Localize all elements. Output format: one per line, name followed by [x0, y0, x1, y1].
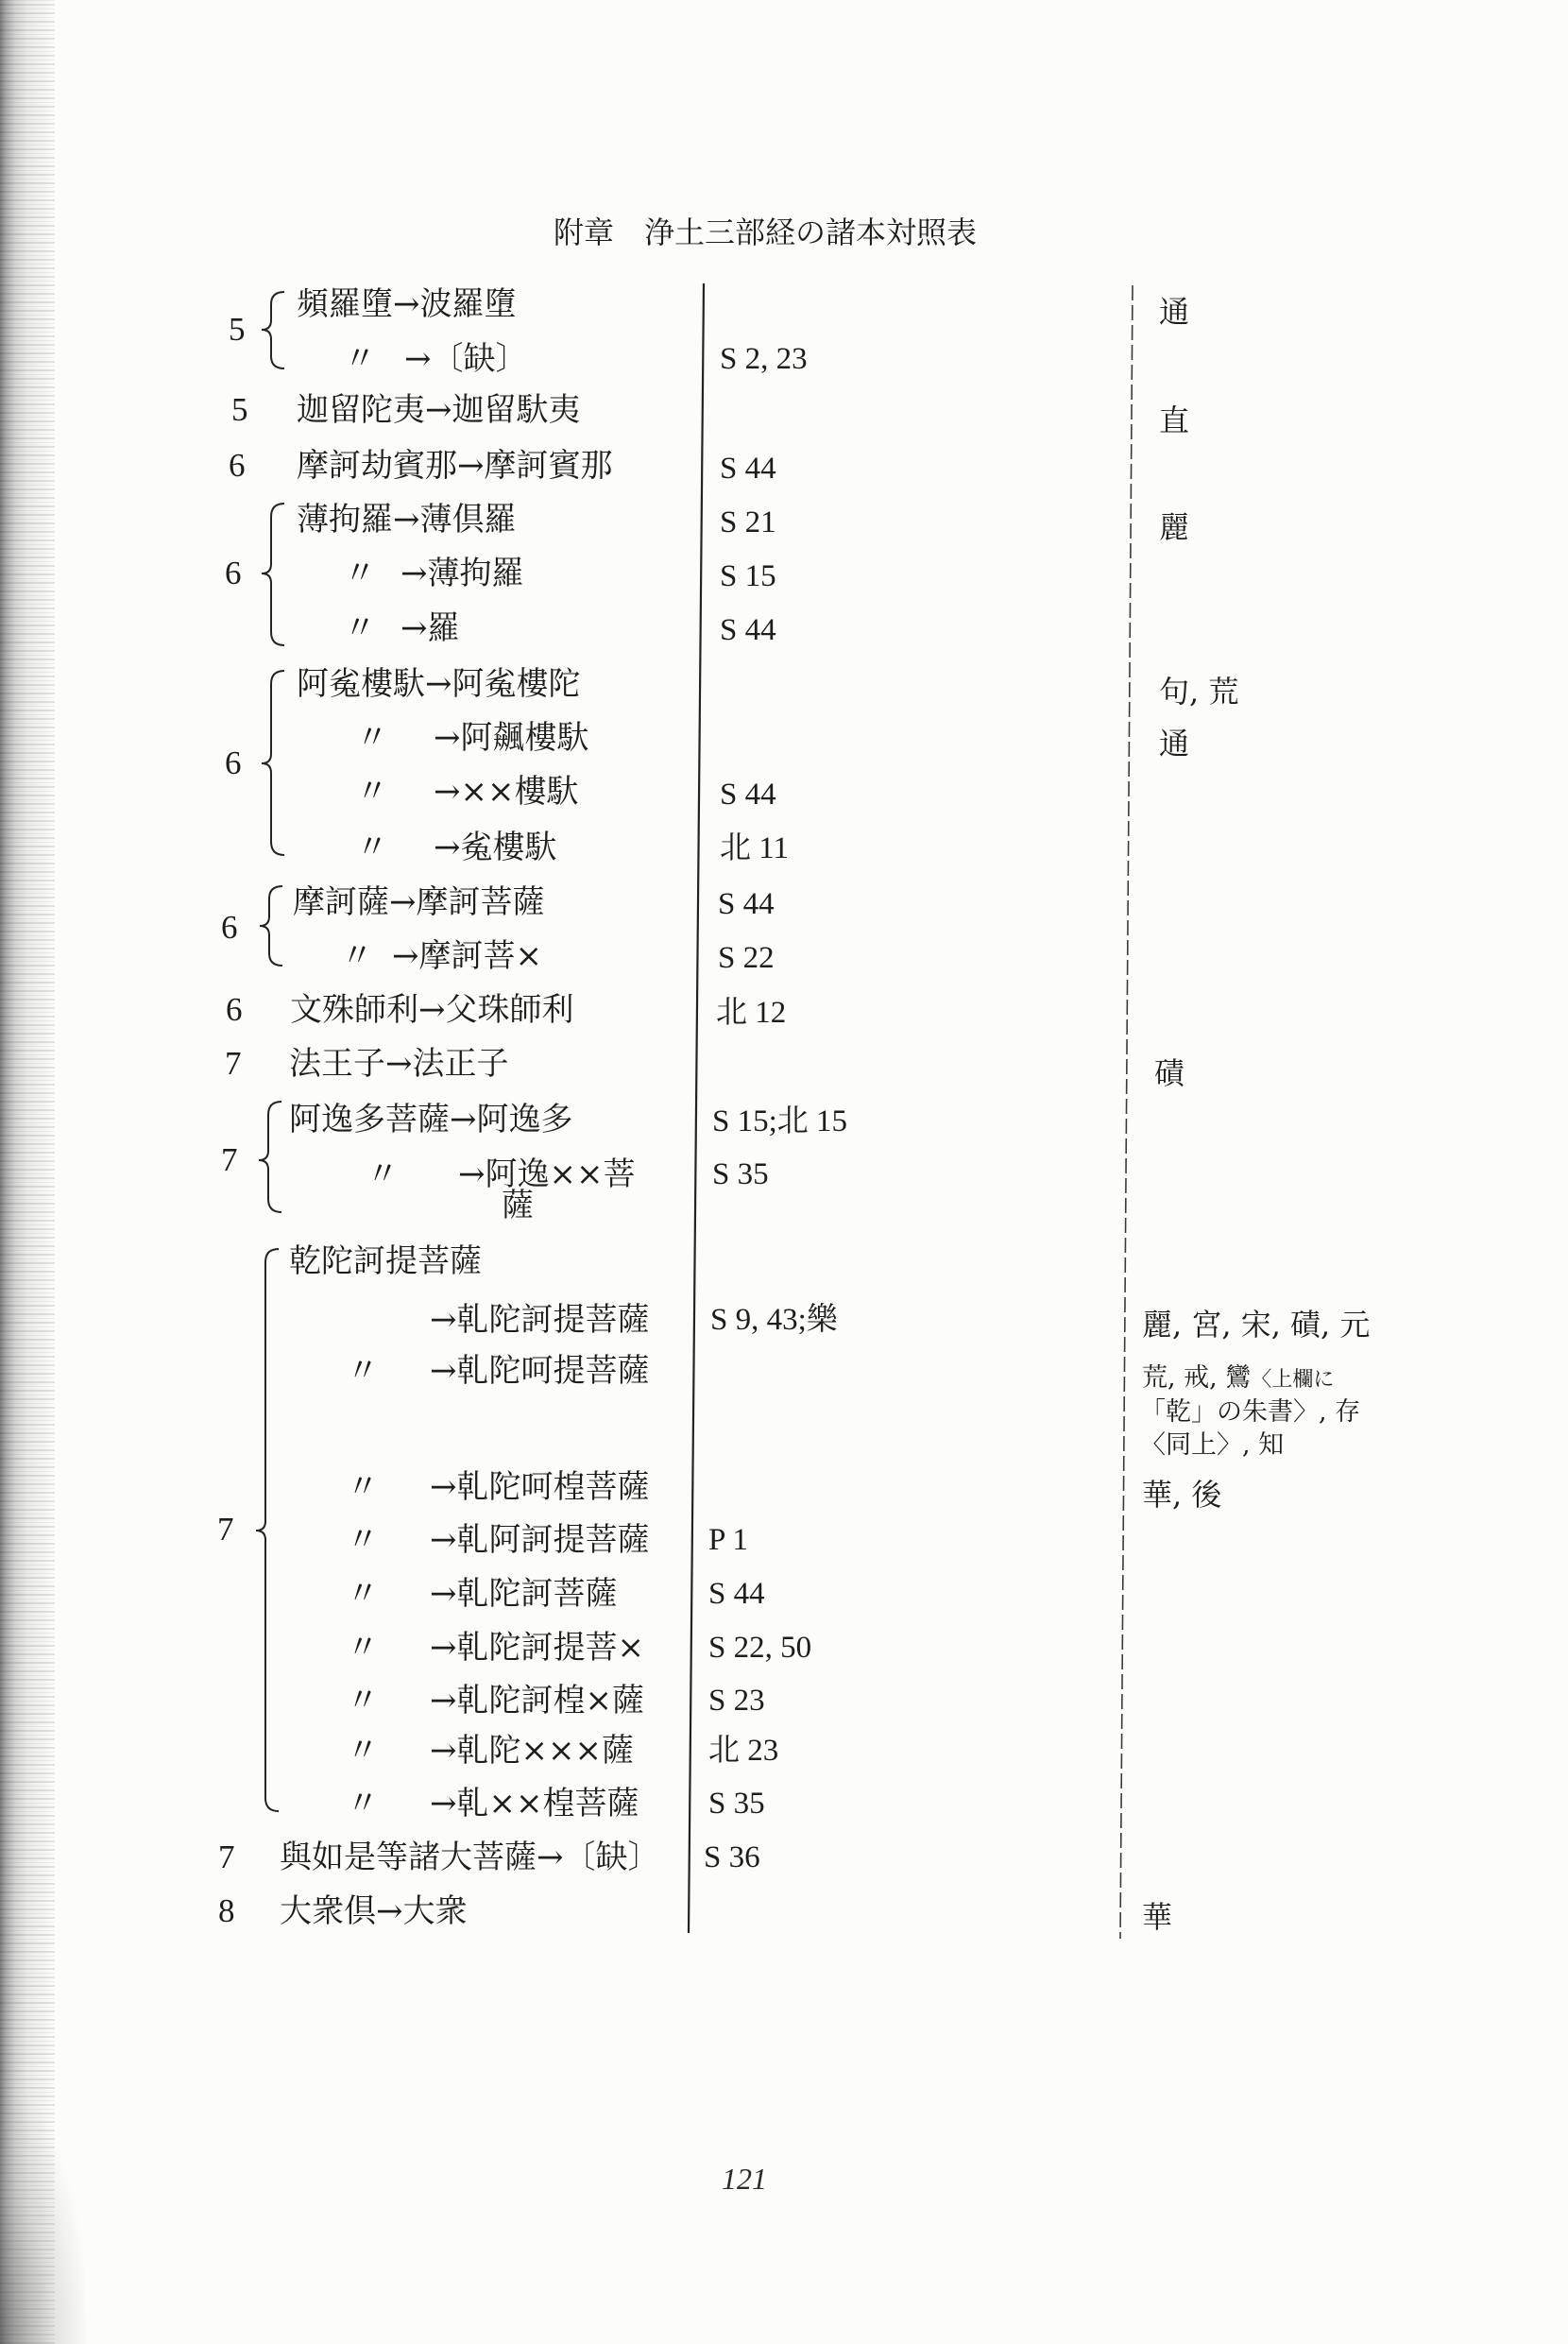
brace-group-5 [262, 671, 284, 855]
ditto-mark: 〃 [341, 937, 373, 975]
line-number: 6 [229, 447, 246, 484]
ditto-mark: 〃 [356, 773, 388, 811]
edition-annotation: 〈同上〉, 知 [1140, 1430, 1285, 1460]
ditto-mark: 〃 [356, 719, 388, 757]
line-number: 5 [231, 391, 248, 428]
page-number: 121 [722, 2162, 767, 2196]
ditto-mark: 〃 [347, 1352, 379, 1390]
brace-group-4 [262, 504, 284, 645]
line-number: 7 [218, 1839, 235, 1875]
source-reference: S 44 [720, 778, 776, 812]
edition-annotation: 「乾」の朱書〉, 存 [1140, 1397, 1361, 1427]
variant-reading: 摩訶劫賓那→摩訶賓那 [297, 447, 613, 485]
variant-reading: 法王子→法正子 [289, 1045, 509, 1083]
line-number: 6 [225, 744, 242, 781]
ditto-mark: 〃 [344, 609, 376, 647]
source-reference: S 35 [712, 1157, 769, 1191]
edition-annotation: 通 [1159, 726, 1190, 761]
brace-group-10 [256, 1249, 279, 1811]
variant-reading: →乹陀訶菩薩 [430, 1575, 618, 1613]
edition-annotation: 通 [1159, 294, 1190, 330]
ditto-mark: 〃 [356, 829, 388, 866]
source-reference: S 44 [718, 887, 775, 921]
ditto-mark: 〃 [344, 555, 376, 592]
annotation-note: 〈上欄に [1251, 1368, 1335, 1392]
variant-reading: 頻羅墮→波羅墮 [297, 285, 517, 323]
ditto-mark: 〃 [366, 1155, 399, 1193]
source-reference: S 22 [718, 941, 775, 975]
line-number: 7 [225, 1045, 242, 1082]
edition-annotation: 麗 [1159, 509, 1190, 545]
ditto-mark: 〃 [347, 1468, 379, 1506]
source-reference: 北 11 [720, 831, 790, 865]
brace-group-6 [260, 886, 282, 966]
variant-reading: 乾陀訶提菩薩 [289, 1242, 482, 1280]
line-number: 6 [225, 555, 242, 591]
source-column-rule [689, 283, 704, 1933]
variant-reading: 文殊師利→父珠師利 [290, 991, 574, 1029]
source-reference: S 21 [720, 505, 776, 539]
source-reference: 北 23 [708, 1734, 779, 1768]
variant-reading: 大衆倶→大衆 [280, 1892, 468, 1930]
edition-annotation: 磧 [1154, 1055, 1185, 1091]
source-reference: S 44 [720, 452, 776, 486]
brace-group-1 [262, 292, 284, 368]
source-reference: S 15;北 15 [712, 1104, 848, 1138]
source-reference: S 23 [708, 1684, 765, 1718]
running-head: 附章 浄土三部経の諸本対照表 [554, 214, 978, 250]
source-reference: 北 12 [716, 996, 787, 1030]
variant-reading: 阿逸多菩薩→阿逸多 [289, 1101, 573, 1138]
variant-reading: 摩訶薩→摩訶菩薩 [293, 883, 545, 921]
ditto-mark: 〃 [347, 1575, 379, 1613]
line-number: 6 [226, 991, 243, 1028]
ditto-mark: 〃 [347, 1521, 379, 1559]
variant-reading: 阿㝹樓馱→阿㝹樓陀 [297, 665, 581, 703]
variant-reading: →羅 [401, 609, 460, 647]
variant-reading: →乹陀呵楻菩薩 [430, 1468, 650, 1506]
variant-reading: 薄拘羅→薄倶羅 [297, 501, 517, 539]
variant-reading: →乹陀呵提菩薩 [430, 1352, 650, 1390]
source-reference: S 44 [708, 1577, 765, 1611]
variant-reading: →乹陀×××薩 [430, 1732, 634, 1770]
variant-reading: →阿逸××菩 [458, 1155, 636, 1193]
variant-reading: →乹××楻菩薩 [430, 1785, 639, 1822]
variant-reading: →乹陀訶楻×薩 [430, 1682, 644, 1720]
line-number: 7 [217, 1511, 234, 1548]
source-reference: S 9, 43;樂 [710, 1303, 838, 1337]
edition-annotation: 麗, 宮, 宋, 磧, 元 [1142, 1307, 1371, 1343]
ditto-mark: 〃 [347, 1629, 379, 1667]
variant-reading: →阿飆樓馱 [434, 719, 589, 757]
annotation-column-rule [1120, 285, 1133, 1939]
source-reference: S 15 [720, 559, 776, 593]
variant-reading: →薄拘羅 [401, 555, 524, 592]
ditto-mark: 〃 [344, 340, 376, 378]
variant-reading-continuation: 薩 [502, 1187, 534, 1224]
source-reference: S 22, 50 [708, 1631, 812, 1665]
brace-group-9 [259, 1102, 281, 1212]
variant-reading: →乹阿訶提菩薩 [430, 1521, 650, 1559]
source-reference: S 36 [704, 1840, 760, 1874]
line-number: 5 [229, 311, 246, 348]
edition-annotation: 華, 後 [1142, 1477, 1222, 1513]
edition-annotation [1142, 1362, 1334, 1396]
source-reference: S 35 [708, 1787, 765, 1821]
annotation-text: 荒, 戒, 鸞 [1142, 1363, 1252, 1393]
variant-reading: →㝹樓馱 [434, 829, 557, 866]
variant-reading: →××樓馱 [434, 773, 579, 811]
line-number: 7 [221, 1141, 238, 1178]
line-number: 6 [221, 909, 238, 946]
edition-annotation: 直 [1159, 402, 1190, 438]
edition-annotation: 華 [1142, 1899, 1173, 1935]
source-reference: S 44 [720, 613, 776, 647]
ditto-mark: 〃 [347, 1682, 379, 1720]
variant-reading: →乹陀訶提菩× [430, 1629, 644, 1667]
ditto-mark: 〃 [347, 1785, 379, 1822]
line-number: 8 [218, 1892, 235, 1929]
variant-reading: 與如是等諸大菩薩→〔缺〕 [280, 1839, 660, 1876]
variant-reading: →〔缺〕 [404, 340, 528, 378]
variant-reading: 迦留陀夷→迦留馱夷 [297, 391, 581, 429]
source-reference: P 1 [708, 1523, 748, 1557]
ditto-mark: 〃 [347, 1732, 379, 1770]
variant-reading: →乹陀訶提菩薩 [430, 1301, 650, 1339]
variant-reading: →摩訶菩× [392, 937, 542, 975]
edition-annotation: 句, 荒 [1159, 674, 1239, 710]
source-reference: S 2, 23 [720, 342, 808, 376]
